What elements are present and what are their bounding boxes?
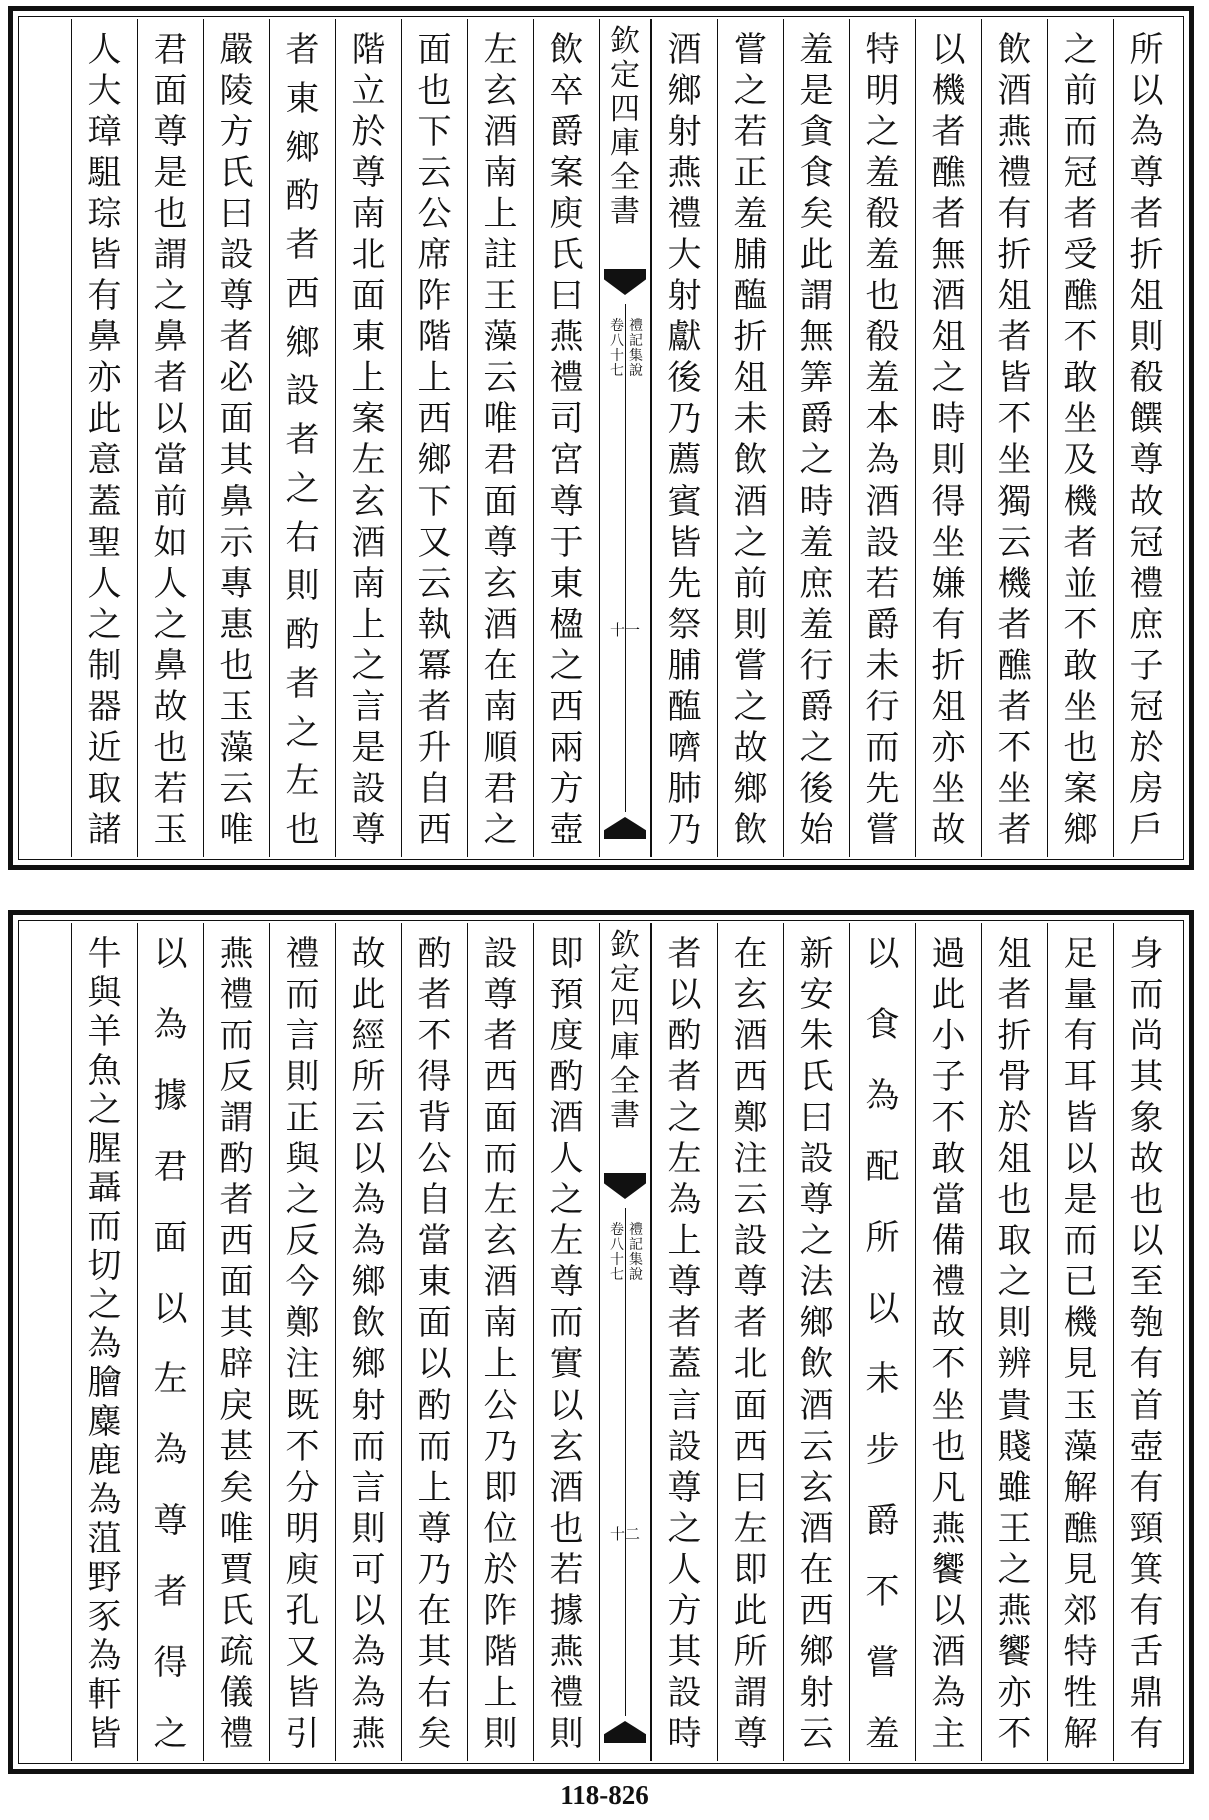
text-column <box>1047 19 1113 857</box>
text-column <box>401 19 467 857</box>
center-gutter <box>599 19 651 857</box>
text-column <box>651 923 717 1761</box>
column-text: 以 機 者 醮 者 無 酒 俎 之 時 則 得 坐 嫌 有 折 俎 亦 坐 故 <box>931 30 966 850</box>
text-column <box>849 923 915 1761</box>
text-column <box>783 19 849 857</box>
book-name: 禮 記 集 說 <box>629 1222 643 1283</box>
text-column <box>717 923 783 1761</box>
column-text: 君 面 尊 是 也 謂 之 鼻 者 以 當 前 如 人 之 鼻 故 也 若 玉 <box>153 30 188 850</box>
text-column <box>1113 923 1179 1761</box>
fish-tail-mark-icon <box>604 1721 646 1743</box>
text-column <box>335 19 401 857</box>
page-number: 118-826 <box>560 1780 649 1810</box>
text-column <box>269 923 335 1761</box>
column-text: 俎 者 折 骨 於 俎 也 取 之 則 辨 貴 賤 雖 王 之 燕 饗 亦 不 <box>997 934 1032 1754</box>
text-column <box>71 19 137 857</box>
text-column <box>717 19 783 857</box>
header-title: 欽 定 四 庫 全 書 <box>610 24 640 229</box>
column-text: 面 也 下 云 公 席 阼 階 上 西 鄉 下 又 云 執 冪 者 升 自 西 <box>417 30 452 850</box>
column-text: 飲 酒 燕 禮 有 折 俎 者 皆 不 坐 獨 云 機 者 醮 者 不 坐 者 <box>997 30 1032 850</box>
column-text: 所 以 為 尊 者 折 俎 則 殽 饌 尊 故 冠 禮 庶 子 冠 於 房 戶 <box>1129 30 1164 850</box>
text-column <box>137 923 203 1761</box>
header-title: 欽 定 四 庫 全 書 <box>610 928 640 1133</box>
gutter-line <box>625 1208 626 1716</box>
fish-tail-mark-icon <box>604 817 646 839</box>
column-text: 階 立 於 尊 南 北 面 東 上 案 左 玄 酒 南 上 之 言 是 設 尊 <box>351 30 386 850</box>
column-text: 嚴 陵 方 氏 曰 設 尊 者 必 面 其 鼻 示 專 惠 也 玉 藻 云 唯 <box>219 30 254 850</box>
text-column <box>1113 19 1179 857</box>
column-text: 以 為 據 君 面 以 左 為 尊 者 得 之 <box>153 934 188 1754</box>
text-column <box>533 19 599 857</box>
text-column <box>915 923 981 1761</box>
text-column <box>981 19 1047 857</box>
text-column <box>137 19 203 857</box>
volume-label: 卷 八 十 七 <box>610 1222 624 1283</box>
column-text: 飲 卒 爵 案 庾 氏 曰 燕 禮 司 宮 尊 于 東 楹 之 西 兩 方 壺 <box>549 30 584 850</box>
text-column <box>71 923 137 1761</box>
text-column <box>203 923 269 1761</box>
column-text: 酒 鄉 射 燕 禮 大 射 獻 後 乃 薦 賓 皆 先 祭 脯 醢 嚌 肺 乃 <box>667 30 702 850</box>
text-column <box>915 19 981 857</box>
column-text: 即 預 度 酌 酒 人 之 左 尊 而 實 以 玄 酒 也 若 據 燕 禮 則 <box>549 934 584 1754</box>
book-name: 禮 記 集 說 <box>629 318 643 379</box>
center-gutter <box>599 923 651 1761</box>
folio-number: 十一 <box>609 621 640 639</box>
text-column <box>651 19 717 857</box>
text-column <box>203 19 269 857</box>
bottom-page <box>8 910 1194 1774</box>
column-text: 足 量 有 耳 皆 以 是 而 已 機 見 玉 藻 解 醮 見 郊 特 牲 解 <box>1063 934 1098 1754</box>
column-text: 左 玄 酒 南 上 註 王 藻 云 唯 君 面 尊 玄 酒 在 南 順 君 之 <box>483 30 518 850</box>
column-text: 在 玄 酒 西 鄭 注 云 設 尊 者 北 面 西 曰 左 即 此 所 謂 尊 <box>733 934 768 1754</box>
column-text: 特 明 之 羞 殽 羞 也 殽 羞 本 為 酒 設 若 爵 未 行 而 先 嘗 <box>865 30 900 850</box>
column-text: 以 食 為 配 所 以 未 步 爵 不 嘗 羞 <box>865 934 900 1754</box>
folio-number: 十二 <box>609 1525 640 1543</box>
text-column <box>467 19 533 857</box>
gutter-line <box>625 304 626 812</box>
text-column <box>269 19 335 857</box>
column-text: 設 尊 者 西 面 而 左 玄 酒 南 上 公 乃 即 位 於 阼 階 上 則 <box>483 934 518 1754</box>
column-text: 過 此 小 子 不 敢 當 備 禮 故 不 坐 也 凡 燕 饗 以 酒 為 主 <box>931 934 966 1754</box>
bottom-columns <box>23 923 1179 1761</box>
column-text: 者 以 酌 者 之 左 為 上 尊 者 蓋 言 設 尊 之 人 方 其 設 時 <box>667 934 702 1754</box>
text-column <box>467 923 533 1761</box>
fish-tail-mark-icon <box>604 1173 646 1199</box>
text-column <box>981 923 1047 1761</box>
column-text: 嘗 之 若 正 羞 脯 醢 折 俎 未 飲 酒 之 前 則 嘗 之 故 鄉 飲 <box>733 30 768 850</box>
column-text: 之 前 而 冠 者 受 醮 不 敢 坐 及 機 者 並 不 敢 坐 也 案 鄉 <box>1063 30 1098 850</box>
column-text: 者 東 鄉 酌 者 西 鄉 設 者 之 右 則 酌 者 之 左 也 <box>285 30 320 850</box>
text-column <box>335 923 401 1761</box>
fish-tail-mark-icon <box>604 269 646 295</box>
text-column <box>849 19 915 857</box>
text-column <box>401 923 467 1761</box>
text-column <box>533 923 599 1761</box>
column-text: 酌 者 不 得 背 公 自 當 東 面 以 酌 而 上 尊 乃 在 其 右 矣 <box>417 934 452 1754</box>
column-text: 禮 而 言 則 正 與 之 反 今 鄭 注 既 不 分 明 庾 孔 又 皆 引 <box>285 934 320 1754</box>
column-text: 新 安 朱 氏 曰 設 尊 之 法 鄉 飲 酒 云 玄 酒 在 西 鄉 射 云 <box>799 934 834 1754</box>
column-text: 羞 是 貪 食 矣 此 謂 無 筭 爵 之 時 羞 庶 羞 行 爵 之 後 始 <box>799 30 834 850</box>
top-columns <box>23 19 1179 857</box>
column-text: 牛 與 羊 魚 之 腥 聶 而 切 之 為 膾 麋 鹿 為 菹 野 豕 為 軒 皆 <box>87 934 122 1754</box>
column-text: 故 此 經 所 云 以 為 為 鄉 飲 鄉 射 而 言 則 可 以 為 為 燕 <box>351 934 386 1754</box>
top-page <box>8 6 1194 870</box>
column-text: 人 大 璋 駔 琮 皆 有 鼻 亦 此 意 蓋 聖 人 之 制 器 近 取 諸 <box>87 30 122 850</box>
text-column <box>783 923 849 1761</box>
column-text: 身 而 尚 其 象 故 也 以 至 匏 有 首 壺 有 頸 箕 有 舌 鼎 有 <box>1129 934 1164 1754</box>
text-column <box>1047 923 1113 1761</box>
column-text: 燕 禮 而 反 謂 酌 者 西 面 其 辟 戾 甚 矣 唯 賈 氏 疏 儀 禮 <box>219 934 254 1754</box>
volume-label: 卷 八 十 七 <box>610 318 624 379</box>
